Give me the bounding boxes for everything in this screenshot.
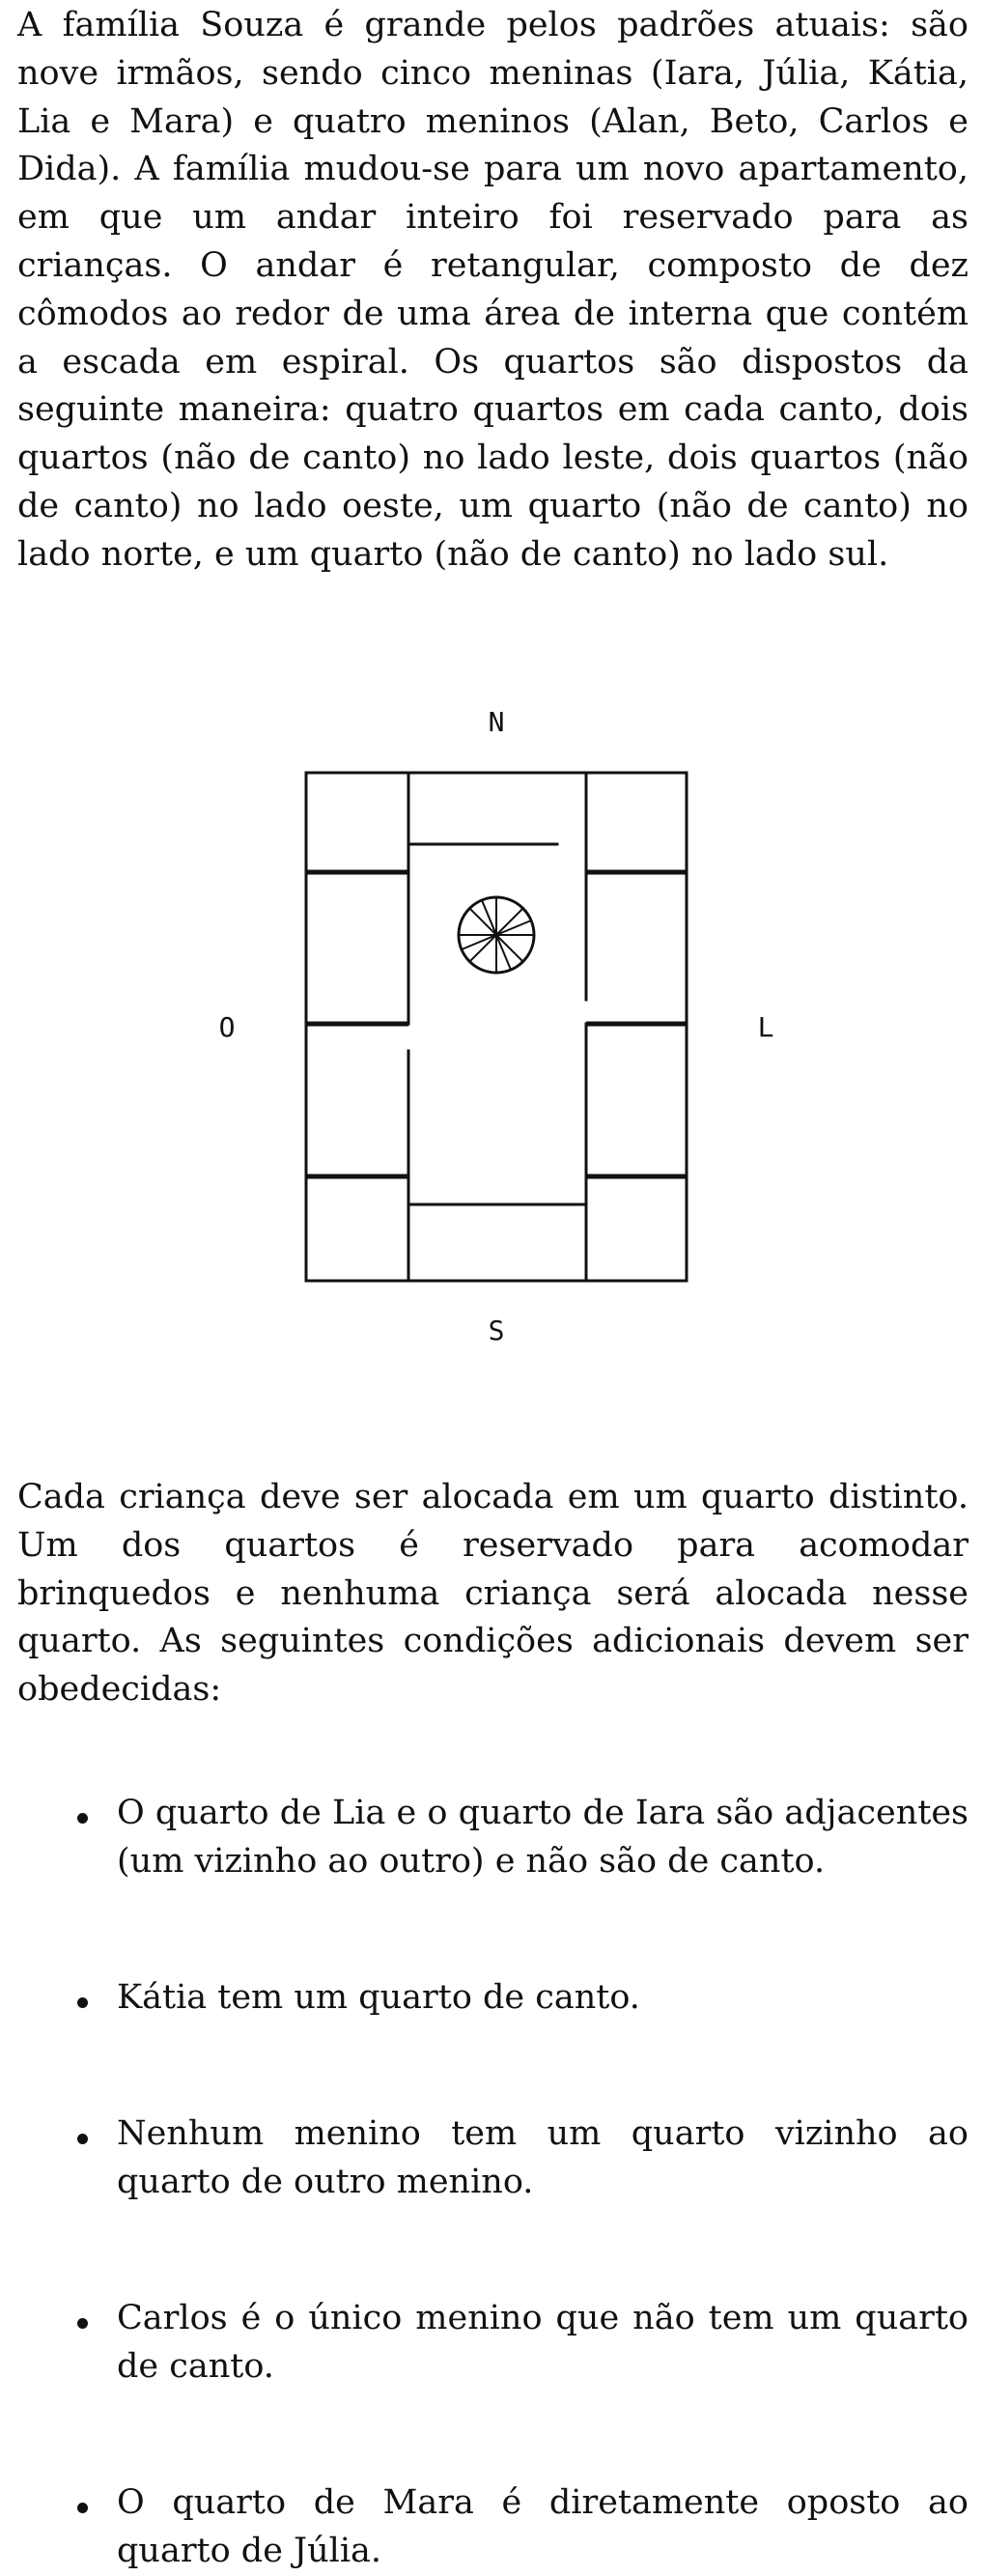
bullet-icon <box>77 1813 88 1824</box>
corner-divider-nw <box>306 773 408 872</box>
bullet-icon <box>77 2503 88 2513</box>
compass-east: L <box>757 1011 774 1043</box>
compass-north: N <box>488 706 505 738</box>
room-south-wall <box>435 1204 586 1281</box>
compass-south: S <box>488 1315 505 1346</box>
rules-paragraph: Cada criança deve ser alocada em um quarto distinto. Um dos quartos é reservado para acomodar brinquedos e nenhuma criança será alocada nesse quarto. As seguintes condições adicionais devem ser obedecidas: <box>17 1478 969 1710</box>
condition-text: Kátia tem um quarto de canto. <box>117 1978 640 2017</box>
condition-text: Nenhum menino tem um quarto vizinho ao quarto de outro menino. <box>117 2114 969 2201</box>
compass-west: O <box>218 1011 236 1043</box>
bullet-icon <box>77 2318 88 2329</box>
bullet-icon <box>77 1997 88 2008</box>
room-north <box>408 773 557 844</box>
condition-text: O quarto de Mara é diretamente oposto ao quarto de Júlia. <box>117 2483 969 2570</box>
corner-divider-ne <box>586 773 687 872</box>
room-east-lower <box>586 1024 687 1176</box>
condition-text: O quarto de Lia e o quarto de Iara são adjacentes (um vizinho ao outro) e não são de canto. <box>117 1794 969 1881</box>
floor-plan-diagram <box>0 676 983 1352</box>
intro-paragraph: A família Souza é grande pelos padrões atuais: são nove irmãos, sendo cinco meninas (Iara, Júlia, Kátia, Lia e Mara) e quatro meninos (Alan, Beto, Carlos e Dida). A família mudou-se para um novo apartamento, em que um andar inteiro foi reservado para as crianças. O andar é retangular, composto de dez cômodos ao redor de uma área de interna que contém a escada em espiral. Os quartos são dispostos da seguinte maneira: quatro quartos em cada canto, dois quartos (não de canto) no lado leste, dois quartos (não de canto) no lado oeste, um quarto (não de canto) no lado norte, e um quarto (não de canto) no lado sul. <box>17 6 969 574</box>
spiral-staircase <box>459 897 534 973</box>
room-west-lower <box>306 1051 408 1176</box>
condition-text: Carlos é o único menino que não tem um quarto de canto. <box>117 2299 969 2386</box>
bullet-icon <box>77 2134 88 2144</box>
